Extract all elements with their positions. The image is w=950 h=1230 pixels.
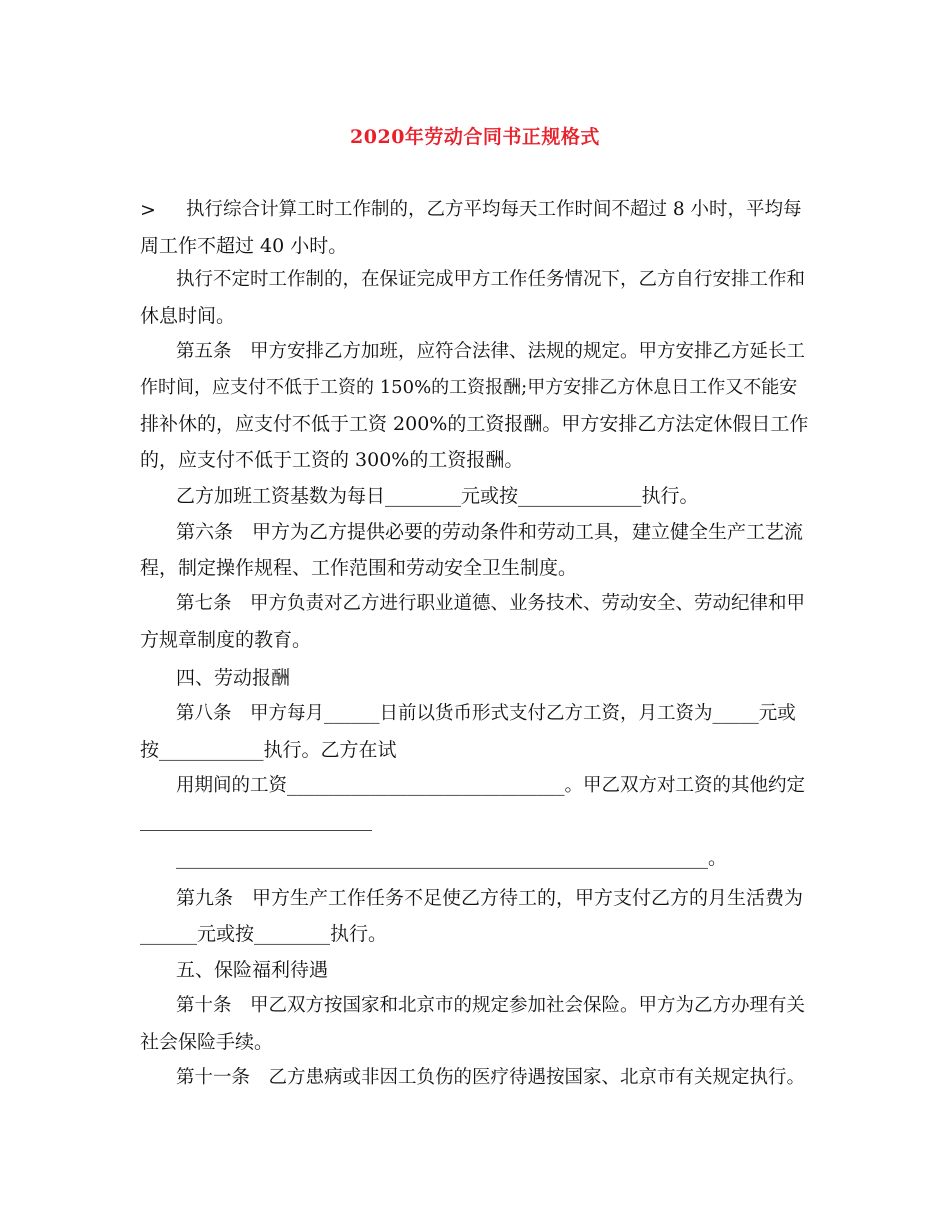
paragraph-line: 社会保险手续。 [140, 1031, 274, 1053]
paragraph-line: 第五条 甲方安排乙方加班，应符合法律、法规的规定。甲方安排乙方延长工 [176, 341, 806, 362]
paragraph-line: 周工作不超过 40 小时。 [140, 235, 348, 257]
blank-underline [140, 830, 372, 831]
paragraph-line: 第七条 甲方负责对乙方进行职业道德、业务技术、劳动安全、劳动纪律和甲 [176, 593, 806, 614]
paragraph-line: 按___________执行。乙方在试 [140, 739, 397, 761]
section-heading: 四、劳动报酬 [176, 667, 291, 689]
paragraph-line: 第十条 甲乙双方按国家和北京市的规定参加社会保险。甲方为乙方办理有关 [176, 995, 806, 1016]
bullet-marker: > [140, 199, 156, 221]
document-title: 2020年劳动合同书正规格式 [350, 126, 600, 148]
paragraph-line: 第九条 甲方生产工作任务不足使乙方待工的，甲方支付乙方的月生活费为 [176, 887, 804, 909]
paragraph-line: ______元或按________执行。 [140, 923, 388, 945]
paragraph-line: 用期间的工资______________________________。甲乙双方对工资的其他约定 [176, 775, 806, 796]
paragraph-line: 第八条 甲方每月______日前以货币形式支付乙方工资，月工资为_____元或 [176, 703, 796, 724]
section-heading: 五、保险福利待遇 [176, 959, 329, 981]
paragraph-line: 乙方加班工资基数为每日________元或按_____________执行。 [176, 485, 699, 507]
paragraph-line: 执行综合计算工时工作制的，乙方平均每天工作时间不超过 8 小时，平均每 [186, 199, 802, 220]
paragraph-line: 方规章制度的教育。 [140, 629, 312, 651]
paragraph-line: 第六条 甲方为乙方提供必要的劳动条件和劳动工具，建立健全生产工艺流 [176, 521, 804, 543]
paragraph-line: 执行不定时工作制的，在保证完成甲方工作任务情况下，乙方自行安排工作和 [176, 269, 806, 290]
paragraph-line: ________________________________________________________。 [176, 847, 728, 869]
paragraph-line: 排补休的，应支付不低于工资 200%的工资报酬。甲方安排乙方法定休假日工作 [140, 413, 809, 435]
paragraph-line: 作时间，应支付不低于工资的 150%的工资报酬;甲方安排乙方休息日工作又不能安 [140, 377, 798, 398]
paragraph-line: 休息时间。 [140, 305, 236, 327]
paragraph-line: 程，制定操作规程、工作范围和劳动安全卫生制度。 [140, 557, 578, 579]
paragraph-line: 第十一条 乙方患病或非因工负伤的医疗待遇按国家、北京市有关规定执行。 [176, 1067, 806, 1088]
paragraph-line: 的，应支付不低于工资的 300%的工资报酬。 [140, 449, 524, 471]
